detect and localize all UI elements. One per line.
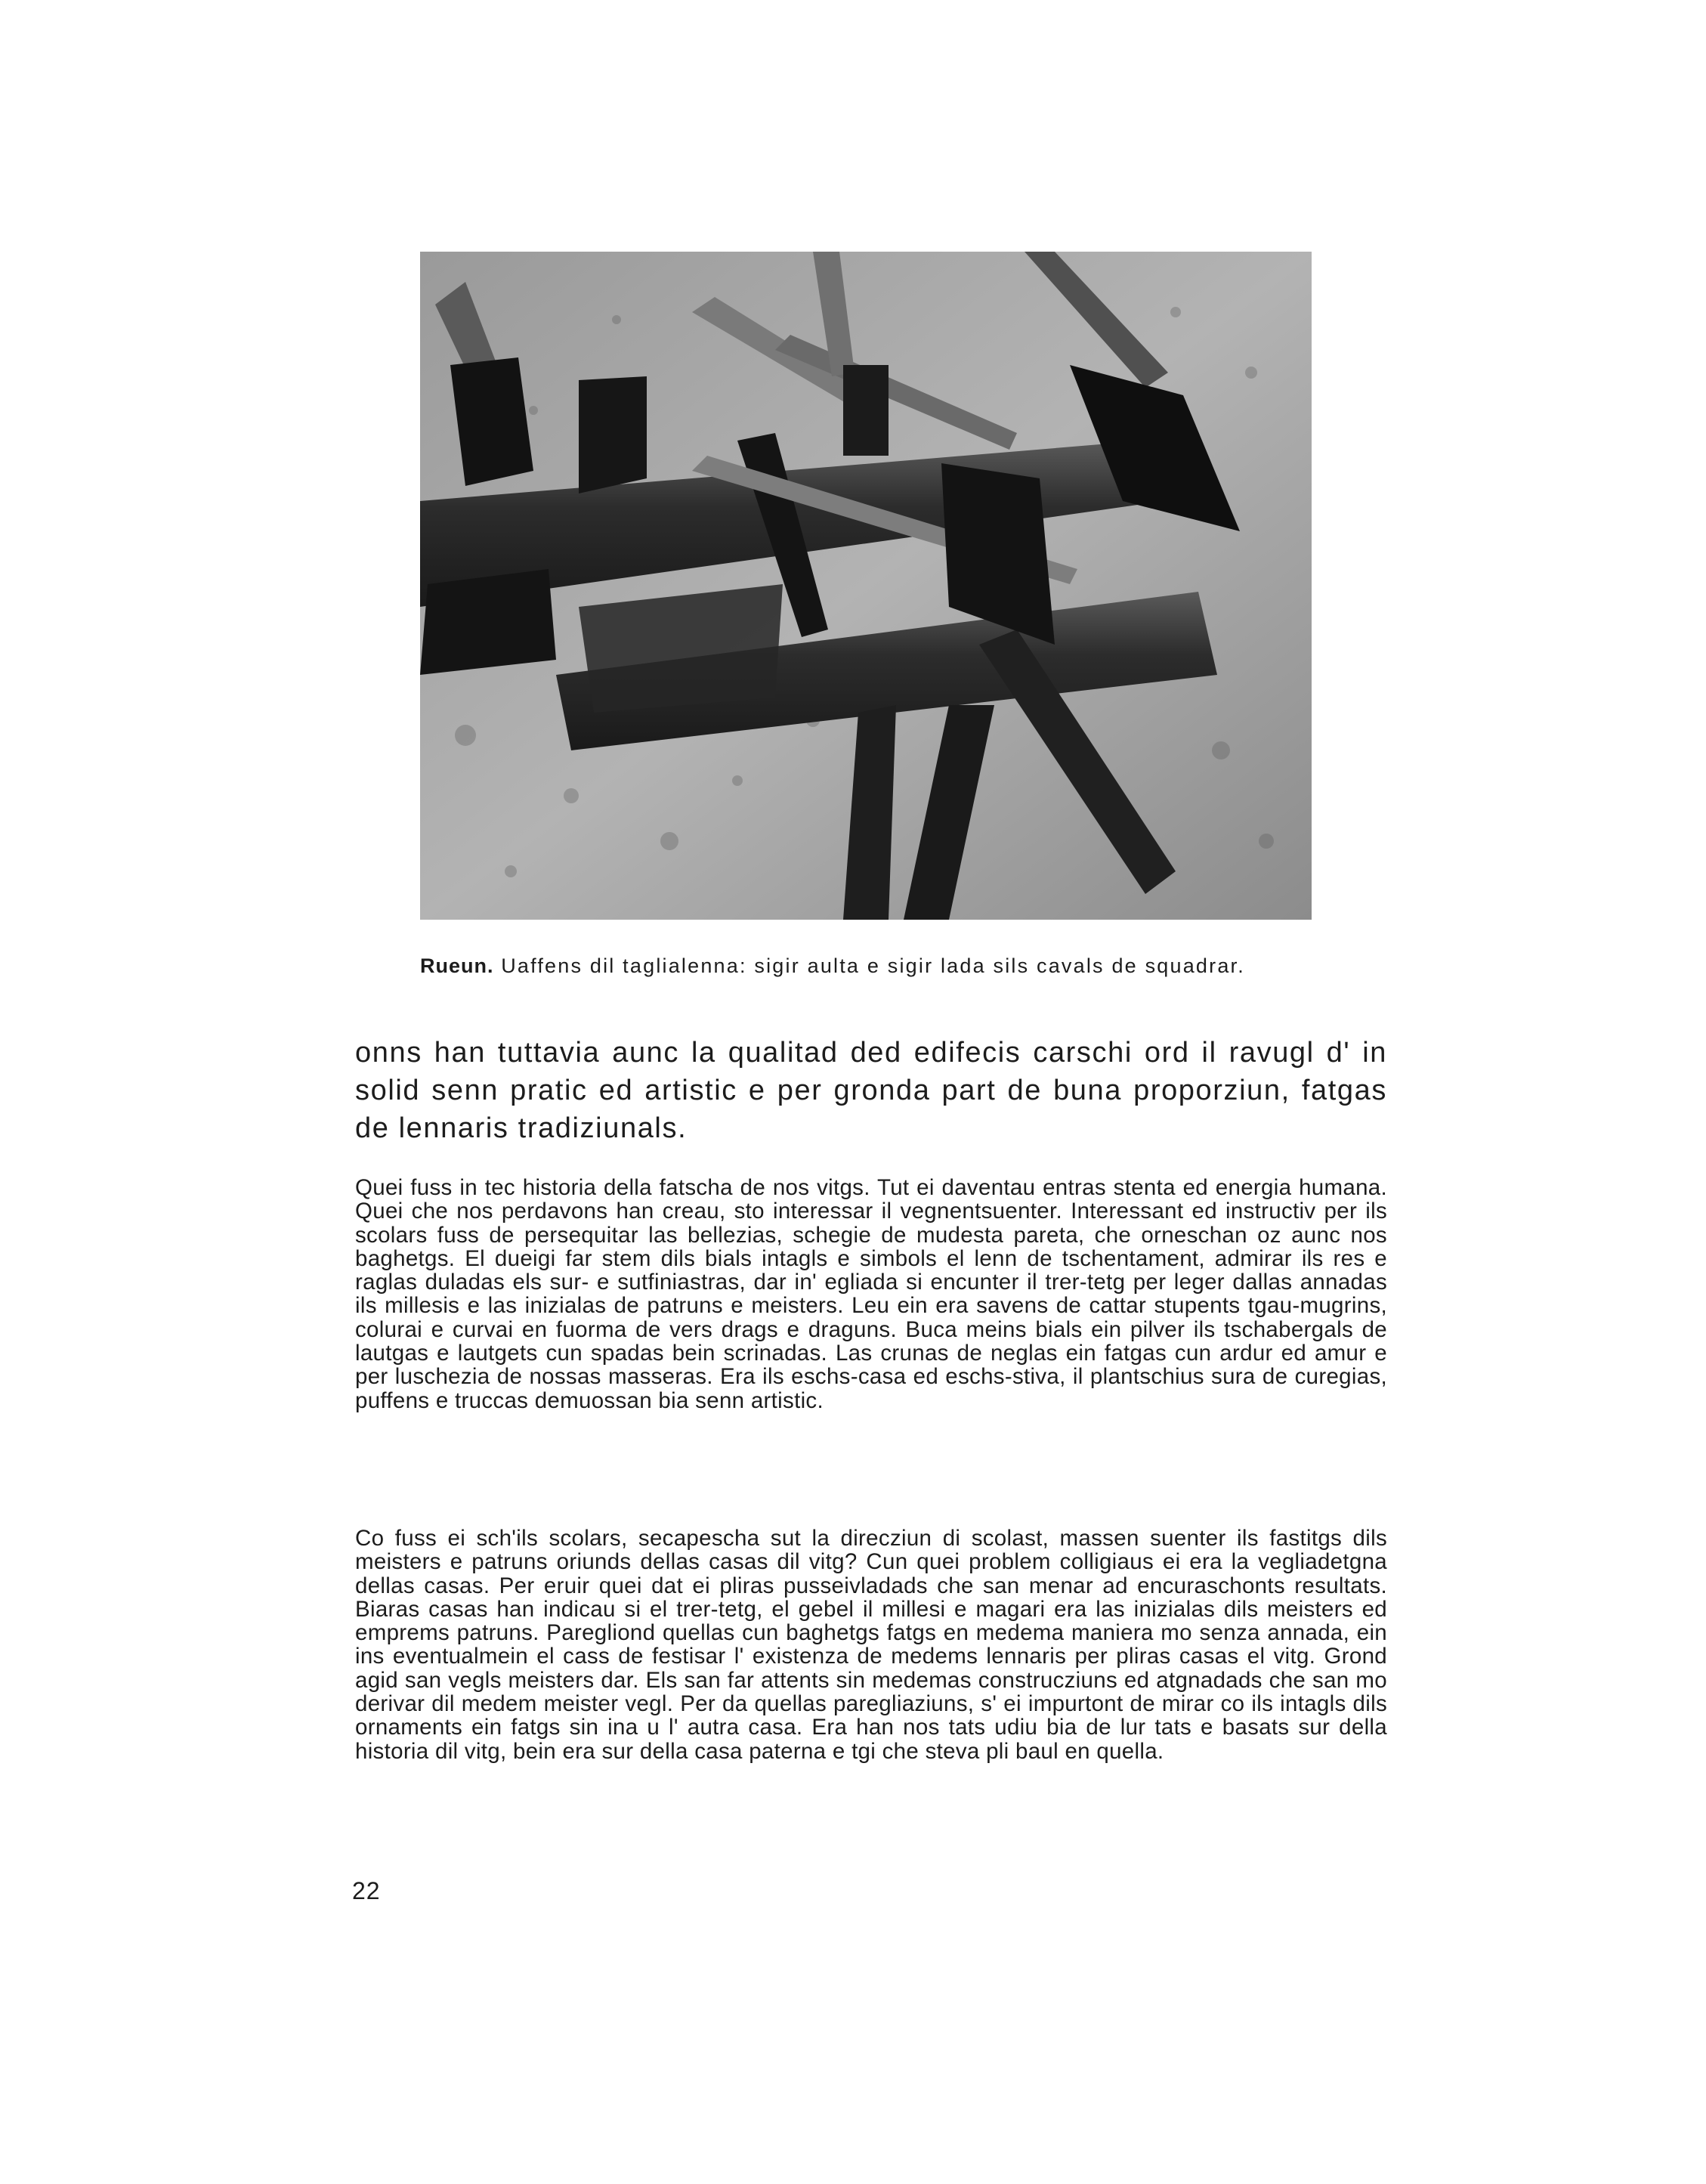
caption-text: Uaffens dil taglialenna: sigir aulta e sigir lada sils cavals de squadrar. [493, 954, 1245, 977]
caption-place: Rueun. [420, 954, 494, 977]
body-paragraph-1: Quei fuss in tec historia della fatscha de nos vitgs. Tut ei daventau entras stenta ed energia humana. Quei che nos perdavons han creau, sto interessar il vegnentsuenter. Interessant ed instructiv per ils scolars fuss de persequitar las bellezias, schegie de mudesta pareta, che orneschan oz aunc nos baghetgs. El dueigi far stem dils bials intagls e simbols el lenn de tschentament, admirar ils res e raglas duladas els sur- e sutfiniastras, dar in' egliada si encunter il trer-tetg per leger dallas annadas ils millesis e las inizialas de patruns e meisters. Leu ein era savens de cattar stupents tgau-mugrins, colurai e curvai en fuorma de vers drags e draguns. Buca meins bials ein pilver ils tschabergals de lautgas e lautgets cun spadas bein scrinadas. Las crunas de neglas ein fatgas cun ardur ed amur e per luschezia de nossas masseras. Era ils eschs-casa ed eschs-stiva, il plantschius sura de curegias, puffens e truccas demuossan bia senn artistic. [355, 1175, 1387, 1413]
photo-caption [420, 951, 1327, 981]
page-number: 22 [352, 1877, 381, 1904]
body-paragraph-2: Co fuss ei sch'ils scolars, secapescha sut la direcziun di scolast, massen suenter ils fastitgs dils meisters e patruns oriunds dellas casas dil vitg? Cun quei problem colligiaus ei era la vegliadetgna dellas casas. Per eruir quei dat ei pliras pusseivladads che san menar ad encuraschonts resultats. Biaras casas han indicau si el trer-tetg, el gebel il millesi e magari era las inizialas dils meisters ed emprems patruns. Paregliond quellas cun baghetgs fatgs en medema maniera mo senza annada, ein ins eventualmein el cass de festisar l' existenza de medems lennaris per pliras casas el vitg. Grond agid san vegls meisters dar. Els san far attents sin medemas construcziuns ed atgnadads che san mo derivar dil medem meister vegl. Per da quellas paregliaziuns, s' ei impurtont de mirar co ils intagls dils ornaments ein fatgs sin ina u l' autra casa. Era han nos tats udiu bia de lur tats e basats sur della historia dil vitg, bein era sur della casa paterna e tgi che steva pli baul en quella. [355, 1526, 1387, 1764]
photo-illustration [420, 252, 1312, 920]
photo-axes-on-logs [420, 252, 1312, 920]
lead-paragraph: onns han tuttavia aunc la qualitad ded edifecis carschi ord il ravugl d' in solid senn pratic ed artistic e per gronda part de buna proporziun, fatgas de lennaris tradiziunals. [355, 1037, 1387, 1144]
